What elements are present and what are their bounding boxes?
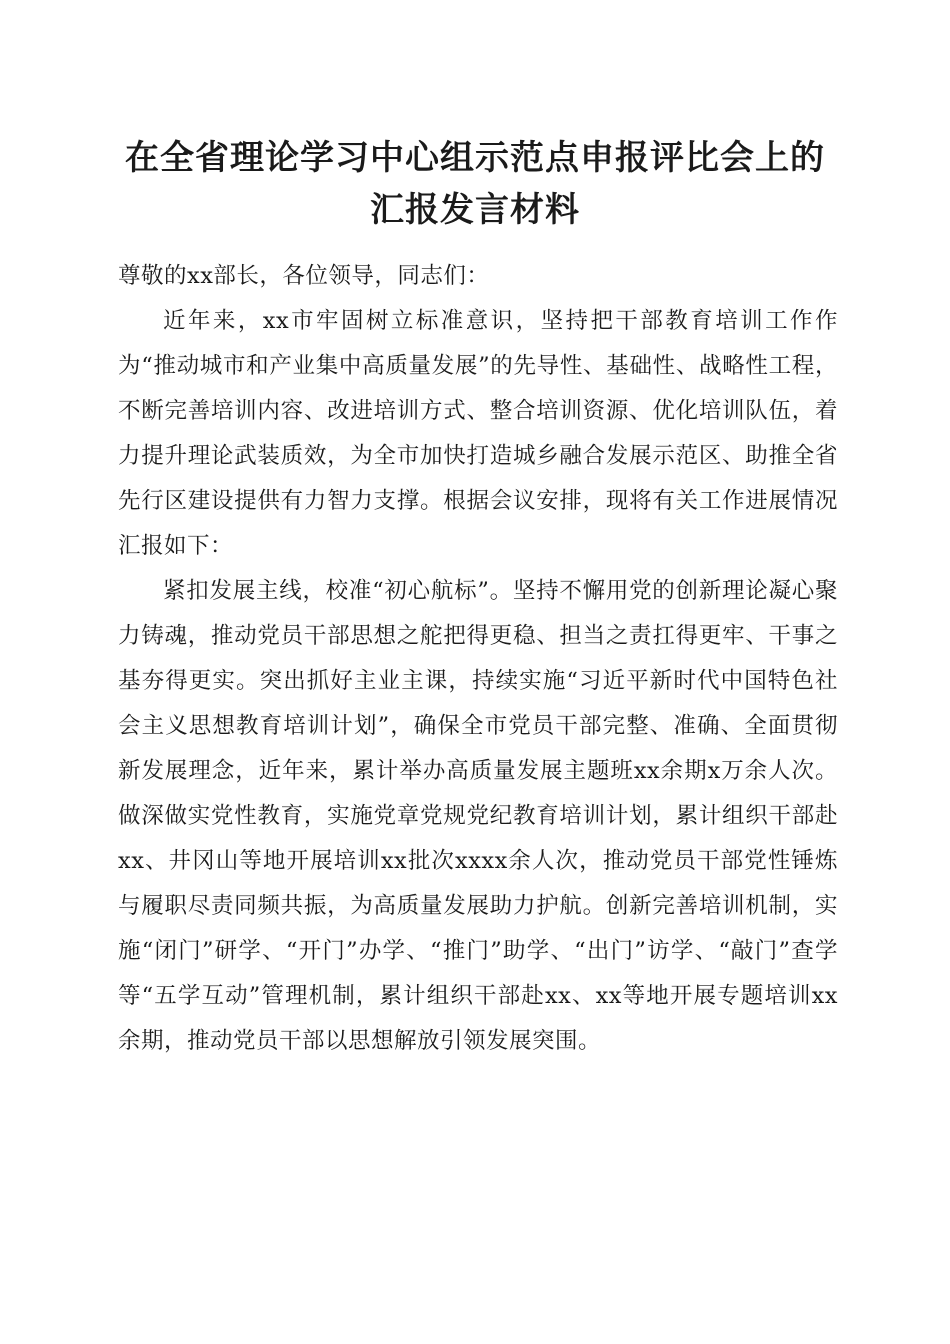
- document-title: [80, 132, 870, 236]
- paragraph-main-line: 紧扣发展主线，校准“初心航标”。坚持不懈用党的创新理论凝心聚力铸魂，推动党员干部思想之舵把得更稳、担当之责扛得更牢、干事之基夯得更实。突出抓好主业主课，持续实施“习近平新时代中国特色社会主义思想教育培训计划”，确保全市党员干部完整、准确、全面贯彻新发展理念，近年来，累计举办高质量发展主题班xx余期x万余人次。做深做实党性教育，实施党章党规党纪教育培训计划，累计组织干部赴xx、井冈山等地开展培训xx批次xxxx余人次，推动党员干部党性锤炼与履职尽责同频共振，为高质量发展助力护航。创新完善培训机制，实施“闭门”研学、“开门”办学、“推门”助学、“出门”访学、“敲门”查学等“五学互动”管理机制，累计组织干部赴xx、xx等地开展专题培训xx余期，推动党员干部以思想解放引领发展突围。: [118, 578, 838, 1054]
- document-body: [118, 254, 838, 1064]
- paragraph-intro: 近年来，xx市牢固树立标准意识，坚持把干部教育培训工作作为“推动城市和产业集中高质量发展”的先导性、基础性、战略性工程，不断完善培训内容、改进培训方式、整合培训资源、优化培训队伍，着力提升理论武装质效，为全市加快打造城乡融合发展示范区、助推全省先行区建设提供有力智力支撑。根据会议安排，现将有关工作进展情况汇报如下：: [118, 308, 838, 559]
- salutation: 尊敬的xx部长，各位领导，同志们：: [118, 263, 490, 289]
- title-line-1: 在全省理论学习中心组示范点申报评比会上的: [125, 138, 825, 178]
- title-line-2: 汇报发言材料: [370, 190, 580, 230]
